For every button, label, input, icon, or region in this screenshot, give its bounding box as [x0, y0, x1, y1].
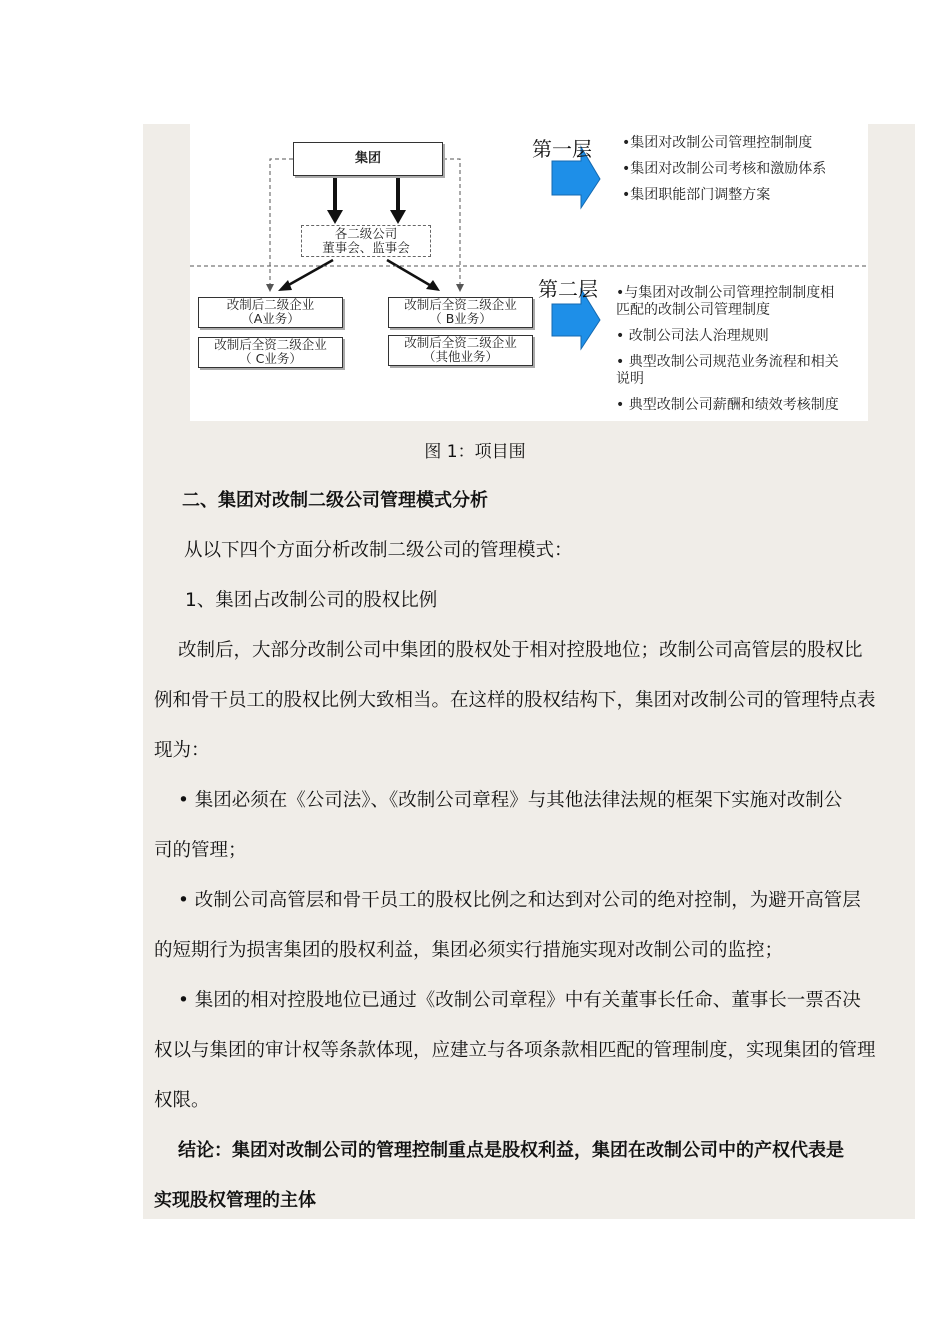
enterprise-c-box [198, 337, 343, 368]
layer2-item: •与集团对改制公司管理控制制度相 [616, 285, 835, 301]
enterprise-c-line2: （ C业务） [239, 351, 302, 366]
layer1-item: •集团职能部门调整方案 [622, 187, 771, 203]
layer1-item: •集团对改制公司考核和激励体系 [622, 161, 827, 177]
section-heading: 二、集团对改制二级公司管理模式分析 [182, 490, 488, 511]
paragraph-line: 现为： [154, 740, 210, 761]
enterprise-a-line1: 改制后二级企业 [226, 297, 315, 312]
enterprise-c-line1: 改制后全资二级企业 [214, 337, 327, 352]
layer2-item: • 典型改制公司薪酬和绩效考核制度 [616, 397, 839, 413]
conclusion-line: 结论：集团对改制公司的管理控制重点是股权利益，集团在改制公司中的产权代表是 [178, 1140, 844, 1161]
intro-paragraph: 从以下四个方面分析改制二级公司的管理模式： [184, 540, 573, 561]
conclusion-line: 实现股权管理的主体 [154, 1190, 316, 1211]
enterprise-b-box [388, 297, 533, 328]
mid-box-line2: 董事会、监事会 [322, 240, 410, 255]
group-box-label: 集团 [354, 151, 381, 166]
layer2-item: 说明 [616, 371, 644, 387]
group-box [293, 142, 443, 176]
bullet-item: • 集团必须在《公司法》、《改制公司章程》与其他法律法规的框架下实施对改制公 [178, 790, 843, 811]
enterprise-other-line2: （其他业务） [422, 349, 498, 364]
subheading-1: 1、集团占改制公司的股权比例 [185, 590, 438, 611]
enterprise-other-line1: 改制后全资二级企业 [404, 335, 517, 350]
mid-box-line1: 各二级公司 [334, 226, 398, 241]
layer2-item: • 典型改制公司规范业务流程和相关 [616, 354, 839, 370]
enterprise-b-line1: 改制后全资二级企业 [404, 297, 517, 312]
layer2-title: 第二层 [538, 277, 598, 301]
enterprise-other-box [388, 335, 533, 366]
paragraph-line: 例和骨干员工的股权比例大致相当。在这样的股权结构下，集团对改制公司的管理特点表 [154, 690, 876, 711]
layer2-item: 匹配的改制公司管理制度 [616, 302, 770, 318]
figure-caption: 图 1：项目围 [424, 442, 526, 462]
layer1-item: •集团对改制公司管理控制制度 [622, 135, 813, 151]
bullet-item: • 改制公司高管层和骨干员工的股权比例之和达到对公司的绝对控制，为避开高管层 [178, 890, 861, 911]
bullet-item: • 集团的相对控股地位已通过《改制公司章程》中有关董事长任命、董事长一票否决 [178, 990, 861, 1011]
bullet-item-cont: 的短期行为损害集团的股权利益，集团必须实行措施实现对改制公司的监控； [154, 940, 784, 961]
bullet-item-cont: 权限。 [154, 1090, 210, 1111]
layer2-item: • 改制公司法人治理规则 [616, 328, 769, 344]
bullet-item-cont: 司的管理； [154, 840, 247, 861]
secondary-company-box [301, 225, 431, 257]
layer1-title: 第一层 [532, 137, 592, 161]
enterprise-a-line2: （A业务） [241, 311, 300, 326]
bullet-item-cont: 权以与集团的审计权等条款体现，应建立与各项条款相匹配的管理制度，实现集团的管理 [154, 1040, 876, 1061]
paragraph-line: 改制后，大部分改制公司中集团的股权处于相对控股地位；改制公司高管层的股权比 [178, 640, 863, 661]
enterprise-a-box [198, 297, 343, 328]
enterprise-b-line2: （ B业务） [429, 311, 492, 326]
project-scope-diagram [190, 124, 868, 421]
